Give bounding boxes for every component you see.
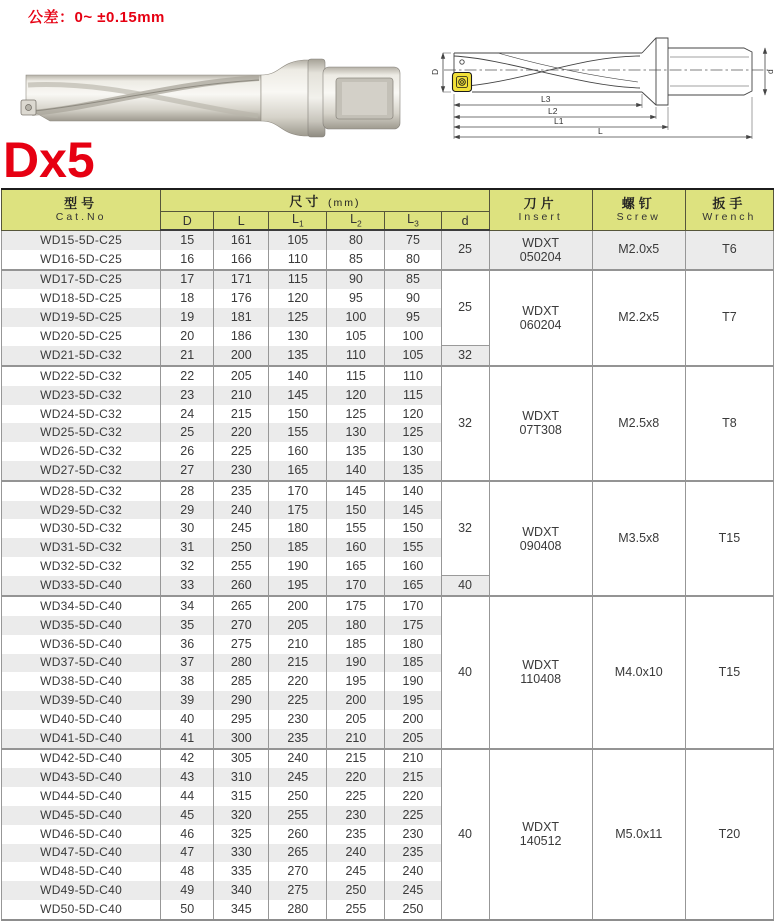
- d-value-cell: 38: [161, 672, 214, 691]
- l3-value-cell: 115: [385, 386, 441, 405]
- l3-value-cell: 130: [385, 442, 441, 461]
- catno-en-label: Cat.No: [55, 211, 107, 224]
- l1-value-cell: 185: [269, 538, 327, 557]
- l1-value-cell: 155: [269, 423, 327, 442]
- cat-no-cell: WD40-5D-C40: [2, 710, 161, 729]
- drill-photo-body: [21, 59, 400, 137]
- wrench-cell: T7: [685, 270, 773, 366]
- l3-value-cell: 155: [385, 538, 441, 557]
- cat-no-cell: WD42-5D-C40: [2, 749, 161, 769]
- l3-value-cell: 125: [385, 423, 441, 442]
- wrench-cell: T15: [685, 596, 773, 748]
- l-value-cell: 285: [214, 672, 269, 691]
- l3-value-cell: 170: [385, 596, 441, 616]
- shank-d-cell: 25: [441, 230, 489, 270]
- l3-value-cell: 145: [385, 501, 441, 520]
- l1-value-cell: 255: [269, 806, 327, 825]
- cat-no-cell: WD20-5D-C25: [2, 327, 161, 346]
- insert-cell: WDXT 060204: [489, 270, 592, 366]
- cat-no-cell: WD46-5D-C40: [2, 825, 161, 844]
- shank-d-cell: 32: [441, 366, 489, 481]
- screw-zh-label: 螺钉: [621, 196, 656, 212]
- l3-value-cell: 180: [385, 635, 441, 654]
- l2-value-cell: 135: [327, 442, 385, 461]
- d-value-cell: 49: [161, 881, 214, 900]
- d-value-cell: 23: [161, 386, 214, 405]
- l3-value-cell: 105: [385, 346, 441, 366]
- d-value-cell: 35: [161, 616, 214, 635]
- wrench-cell: T20: [685, 749, 773, 920]
- l2-value-cell: 145: [327, 481, 385, 501]
- cat-no-cell: WD50-5D-C40: [2, 900, 161, 920]
- insert-cell: WDXT 110408: [489, 596, 592, 748]
- d-value-cell: 33: [161, 576, 214, 596]
- d-value-cell: 20: [161, 327, 214, 346]
- l-value-cell: 265: [214, 596, 269, 616]
- wrench-en-label: Wrench: [702, 211, 757, 224]
- l3-value-cell: 185: [385, 654, 441, 673]
- l2-value-cell: 180: [327, 616, 385, 635]
- l-value-cell: 250: [214, 538, 269, 557]
- l2-value-cell: 220: [327, 768, 385, 787]
- catno-zh-label: 型号: [64, 196, 99, 212]
- l3-value-cell: 190: [385, 672, 441, 691]
- l1-value-cell: 130: [269, 327, 327, 346]
- l3-value-cell: 165: [385, 576, 441, 596]
- shank-d-cell: 40: [441, 749, 489, 920]
- l3-value-cell: 85: [385, 270, 441, 290]
- l2-value-cell: 110: [327, 346, 385, 366]
- d-value-cell: 43: [161, 768, 214, 787]
- l-value-cell: 186: [214, 327, 269, 346]
- l1-value-cell: 210: [269, 635, 327, 654]
- l1-value-cell: 135: [269, 346, 327, 366]
- spec-table: [1, 188, 774, 921]
- col-header-d: d: [441, 212, 489, 231]
- l3-value-cell: 75: [385, 230, 441, 250]
- cat-no-cell: WD18-5D-C25: [2, 289, 161, 308]
- l-value-cell: 300: [214, 729, 269, 749]
- l2-value-cell: 165: [327, 557, 385, 576]
- cat-no-cell: WD23-5D-C32: [2, 386, 161, 405]
- d-value-cell: 26: [161, 442, 214, 461]
- l-value-cell: 330: [214, 844, 269, 863]
- wrench-cell: T8: [685, 366, 773, 481]
- shank-d-cell: 40: [441, 596, 489, 748]
- col-header-wrench: [685, 189, 773, 230]
- cat-no-cell: WD28-5D-C32: [2, 481, 161, 501]
- l3-value-cell: 230: [385, 825, 441, 844]
- cat-no-cell: WD35-5D-C40: [2, 616, 161, 635]
- drill-photo-collar: [308, 59, 325, 137]
- l-value-cell: 260: [214, 576, 269, 596]
- l3-value-cell: 200: [385, 710, 441, 729]
- d-value-cell: 27: [161, 461, 214, 481]
- col-header-l2: $L_2$: [327, 212, 385, 231]
- l-value-cell: 235: [214, 481, 269, 501]
- insert-cell: WDXT 090408: [489, 481, 592, 596]
- table-row: [2, 270, 774, 290]
- l2-value-cell: 230: [327, 806, 385, 825]
- l3-value-cell: 175: [385, 616, 441, 635]
- size-unit-label: (mm): [327, 197, 361, 209]
- d-value-cell: 40: [161, 710, 214, 729]
- drill-photo-insert-screw: [26, 105, 32, 111]
- l-value-cell: 171: [214, 270, 269, 290]
- tolerance-note: 公差：0~ ±0.15mm: [28, 9, 165, 26]
- screw-cell: M4.0x10: [592, 596, 685, 748]
- l2-value-cell: 150: [327, 501, 385, 520]
- l-value-cell: 200: [214, 346, 269, 366]
- screw-cell: M2.2x5: [592, 270, 685, 366]
- l1-value-cell: 120: [269, 289, 327, 308]
- table-row: [2, 596, 774, 616]
- cat-no-cell: WD34-5D-C40: [2, 596, 161, 616]
- insert-zh-label: 刀片: [523, 196, 558, 212]
- l-value-cell: 215: [214, 405, 269, 424]
- cat-no-cell: WD25-5D-C32: [2, 423, 161, 442]
- d-value-cell: 32: [161, 557, 214, 576]
- l1-value-cell: 250: [269, 787, 327, 806]
- l2-value-cell: 250: [327, 881, 385, 900]
- l1-value-cell: 175: [269, 501, 327, 520]
- d-value-cell: 18: [161, 289, 214, 308]
- l3-value-cell: 210: [385, 749, 441, 769]
- d-value-cell: 24: [161, 405, 214, 424]
- cat-no-cell: WD45-5D-C40: [2, 806, 161, 825]
- cat-no-cell: WD29-5D-C32: [2, 501, 161, 520]
- l2-value-cell: 225: [327, 787, 385, 806]
- table-row: [2, 749, 774, 769]
- l3-value-cell: 110: [385, 366, 441, 386]
- cat-no-cell: WD27-5D-C32: [2, 461, 161, 481]
- l2-value-cell: 155: [327, 519, 385, 538]
- cat-no-cell: WD44-5D-C40: [2, 787, 161, 806]
- l1-value-cell: 150: [269, 405, 327, 424]
- l-value-cell: 325: [214, 825, 269, 844]
- cat-no-cell: WD43-5D-C40: [2, 768, 161, 787]
- l2-value-cell: 240: [327, 844, 385, 863]
- cat-no-cell: WD17-5D-C25: [2, 270, 161, 290]
- d-value-cell: 29: [161, 501, 214, 520]
- l1-value-cell: 140: [269, 366, 327, 386]
- l-value-cell: 340: [214, 881, 269, 900]
- d-value-cell: 50: [161, 900, 214, 920]
- l1-value-cell: 265: [269, 844, 327, 863]
- l3-value-cell: 220: [385, 787, 441, 806]
- l-value-cell: 310: [214, 768, 269, 787]
- d-value-cell: 48: [161, 862, 214, 881]
- shank-d-cell: 25: [441, 270, 489, 346]
- l3-value-cell: 120: [385, 405, 441, 424]
- insert-cell: WDXT 07T308: [489, 366, 592, 481]
- l1-value-cell: 220: [269, 672, 327, 691]
- dimension-lines: [443, 48, 765, 139]
- table-row: [2, 230, 774, 250]
- label-L1: L1: [554, 116, 564, 126]
- cat-no-cell: WD30-5D-C32: [2, 519, 161, 538]
- l-value-cell: 255: [214, 557, 269, 576]
- l1-value-cell: 225: [269, 691, 327, 710]
- col-header-l: L: [214, 212, 269, 231]
- l1-value-cell: 270: [269, 862, 327, 881]
- insert-en-label: Insert: [518, 211, 563, 224]
- col-header-screw: [592, 189, 685, 230]
- screw-cell: M2.0x5: [592, 230, 685, 270]
- table-row: [2, 481, 774, 501]
- dimension-diagram: [428, 26, 775, 148]
- d-value-cell: 34: [161, 596, 214, 616]
- l3-value-cell: 205: [385, 729, 441, 749]
- l2-value-cell: 120: [327, 386, 385, 405]
- col-header-l3: $L_3$: [385, 212, 441, 231]
- insert-cell: WDXT 140512: [489, 749, 592, 920]
- d-value-cell: 15: [161, 230, 214, 250]
- l2-value-cell: 130: [327, 423, 385, 442]
- l-value-cell: 335: [214, 862, 269, 881]
- cat-no-cell: WD16-5D-C25: [2, 250, 161, 270]
- l2-value-cell: 190: [327, 654, 385, 673]
- l1-value-cell: 160: [269, 442, 327, 461]
- l2-value-cell: 100: [327, 308, 385, 327]
- l-value-cell: 240: [214, 501, 269, 520]
- d-value-cell: 47: [161, 844, 214, 863]
- d-value-cell: 37: [161, 654, 214, 673]
- l1-value-cell: 275: [269, 881, 327, 900]
- l1-value-cell: 105: [269, 230, 327, 250]
- l2-value-cell: 125: [327, 405, 385, 424]
- cat-no-cell: WD21-5D-C32: [2, 346, 161, 366]
- cat-no-cell: WD19-5D-C25: [2, 308, 161, 327]
- l3-value-cell: 100: [385, 327, 441, 346]
- l1-value-cell: 180: [269, 519, 327, 538]
- insert-icon: [453, 73, 472, 92]
- l2-value-cell: 255: [327, 900, 385, 920]
- screw-cell: M5.0x11: [592, 749, 685, 920]
- l2-value-cell: 140: [327, 461, 385, 481]
- l-value-cell: 210: [214, 386, 269, 405]
- wrench-cell: T15: [685, 481, 773, 596]
- l1-value-cell: 125: [269, 308, 327, 327]
- l2-value-cell: 90: [327, 270, 385, 290]
- l2-value-cell: 80: [327, 230, 385, 250]
- l3-value-cell: 235: [385, 844, 441, 863]
- d-value-cell: 45: [161, 806, 214, 825]
- l-value-cell: 270: [214, 616, 269, 635]
- l-value-cell: 181: [214, 308, 269, 327]
- wrench-zh-label: 扳手: [712, 196, 747, 212]
- l2-value-cell: 215: [327, 749, 385, 769]
- l2-value-cell: 200: [327, 691, 385, 710]
- l1-value-cell: 110: [269, 250, 327, 270]
- l3-value-cell: 80: [385, 250, 441, 270]
- col-header-l1: $L_1$: [269, 212, 327, 231]
- l-value-cell: 166: [214, 250, 269, 270]
- col-header-catno: [2, 189, 161, 230]
- d-value-cell: 17: [161, 270, 214, 290]
- cat-no-cell: WD38-5D-C40: [2, 672, 161, 691]
- cat-no-cell: WD48-5D-C40: [2, 862, 161, 881]
- l2-value-cell: 195: [327, 672, 385, 691]
- l-value-cell: 275: [214, 635, 269, 654]
- series-title: Dx5: [3, 132, 95, 188]
- d-value-cell: 39: [161, 691, 214, 710]
- l3-value-cell: 95: [385, 308, 441, 327]
- label-L3: L3: [541, 94, 551, 104]
- d-value-cell: 22: [161, 366, 214, 386]
- l1-value-cell: 280: [269, 900, 327, 920]
- cat-no-cell: WD41-5D-C40: [2, 729, 161, 749]
- cat-no-cell: WD39-5D-C40: [2, 691, 161, 710]
- shank-d-cell: 40: [441, 576, 489, 596]
- dimension-labels: [430, 69, 775, 136]
- screw-en-label: Screw: [616, 211, 661, 224]
- d-value-cell: 44: [161, 787, 214, 806]
- label-d: d: [765, 69, 775, 74]
- cat-no-cell: WD15-5D-C25: [2, 230, 161, 250]
- label-D: D: [430, 68, 440, 75]
- label-L: L: [598, 126, 603, 136]
- col-header-insert: [489, 189, 592, 230]
- l3-value-cell: 140: [385, 481, 441, 501]
- l2-value-cell: 235: [327, 825, 385, 844]
- d-value-cell: 36: [161, 635, 214, 654]
- l3-value-cell: 160: [385, 557, 441, 576]
- l2-value-cell: 95: [327, 289, 385, 308]
- l1-value-cell: 230: [269, 710, 327, 729]
- l-value-cell: 161: [214, 230, 269, 250]
- d-value-cell: 46: [161, 825, 214, 844]
- l1-value-cell: 260: [269, 825, 327, 844]
- col-header-size: [161, 189, 489, 212]
- l-value-cell: 345: [214, 900, 269, 920]
- l3-value-cell: 225: [385, 806, 441, 825]
- l-value-cell: 290: [214, 691, 269, 710]
- l-value-cell: 295: [214, 710, 269, 729]
- l1-value-cell: 245: [269, 768, 327, 787]
- label-L2: L2: [548, 106, 558, 116]
- d-value-cell: 31: [161, 538, 214, 557]
- l2-value-cell: 170: [327, 576, 385, 596]
- cat-no-cell: WD47-5D-C40: [2, 844, 161, 863]
- l2-value-cell: 185: [327, 635, 385, 654]
- l1-value-cell: 165: [269, 461, 327, 481]
- l1-value-cell: 195: [269, 576, 327, 596]
- l1-value-cell: 145: [269, 386, 327, 405]
- cat-no-cell: WD37-5D-C40: [2, 654, 161, 673]
- d-value-cell: 25: [161, 423, 214, 442]
- l1-value-cell: 200: [269, 596, 327, 616]
- l3-value-cell: 150: [385, 519, 441, 538]
- l-value-cell: 320: [214, 806, 269, 825]
- l2-value-cell: 85: [327, 250, 385, 270]
- header-row-top: [2, 189, 774, 212]
- cat-no-cell: WD26-5D-C32: [2, 442, 161, 461]
- size-zh-label: 尺寸: [289, 194, 322, 209]
- drill-photo-pocket-inner: [342, 82, 387, 115]
- l3-value-cell: 240: [385, 862, 441, 881]
- l2-value-cell: 160: [327, 538, 385, 557]
- cat-no-cell: WD32-5D-C32: [2, 557, 161, 576]
- l-value-cell: 280: [214, 654, 269, 673]
- cat-no-cell: WD22-5D-C32: [2, 366, 161, 386]
- l3-value-cell: 250: [385, 900, 441, 920]
- l3-value-cell: 245: [385, 881, 441, 900]
- l1-value-cell: 240: [269, 749, 327, 769]
- shank-d-cell: 32: [441, 481, 489, 576]
- cat-no-cell: WD31-5D-C32: [2, 538, 161, 557]
- d-value-cell: 28: [161, 481, 214, 501]
- d-value-cell: 42: [161, 749, 214, 769]
- screw-cell: M3.5x8: [592, 481, 685, 596]
- col-header-d: D: [161, 212, 214, 231]
- d-value-cell: 16: [161, 250, 214, 270]
- l-value-cell: 220: [214, 423, 269, 442]
- cat-no-cell: WD36-5D-C40: [2, 635, 161, 654]
- l-value-cell: 230: [214, 461, 269, 481]
- screw-cell: M2.5x8: [592, 366, 685, 481]
- shank-d-cell: 32: [441, 346, 489, 366]
- l3-value-cell: 90: [385, 289, 441, 308]
- d-value-cell: 30: [161, 519, 214, 538]
- insert-cell: WDXT 050204: [489, 230, 592, 270]
- l-value-cell: 305: [214, 749, 269, 769]
- l1-value-cell: 115: [269, 270, 327, 290]
- d-value-cell: 19: [161, 308, 214, 327]
- l1-value-cell: 170: [269, 481, 327, 501]
- l2-value-cell: 175: [327, 596, 385, 616]
- l1-value-cell: 190: [269, 557, 327, 576]
- drill-outline: [454, 38, 752, 105]
- cat-no-cell: WD33-5D-C40: [2, 576, 161, 596]
- l-value-cell: 176: [214, 289, 269, 308]
- table-row: [2, 366, 774, 386]
- cat-no-cell: WD49-5D-C40: [2, 881, 161, 900]
- d-value-cell: 21: [161, 346, 214, 366]
- l-value-cell: 205: [214, 366, 269, 386]
- d-value-cell: 41: [161, 729, 214, 749]
- l3-value-cell: 215: [385, 768, 441, 787]
- l-value-cell: 315: [214, 787, 269, 806]
- l2-value-cell: 245: [327, 862, 385, 881]
- l2-value-cell: 115: [327, 366, 385, 386]
- l2-value-cell: 205: [327, 710, 385, 729]
- wrench-cell: T6: [685, 230, 773, 270]
- l1-value-cell: 215: [269, 654, 327, 673]
- cat-no-cell: WD24-5D-C32: [2, 405, 161, 424]
- l3-value-cell: 135: [385, 461, 441, 481]
- l1-value-cell: 235: [269, 729, 327, 749]
- l-value-cell: 245: [214, 519, 269, 538]
- l1-value-cell: 205: [269, 616, 327, 635]
- l-value-cell: 225: [214, 442, 269, 461]
- l2-value-cell: 210: [327, 729, 385, 749]
- l3-value-cell: 195: [385, 691, 441, 710]
- l2-value-cell: 105: [327, 327, 385, 346]
